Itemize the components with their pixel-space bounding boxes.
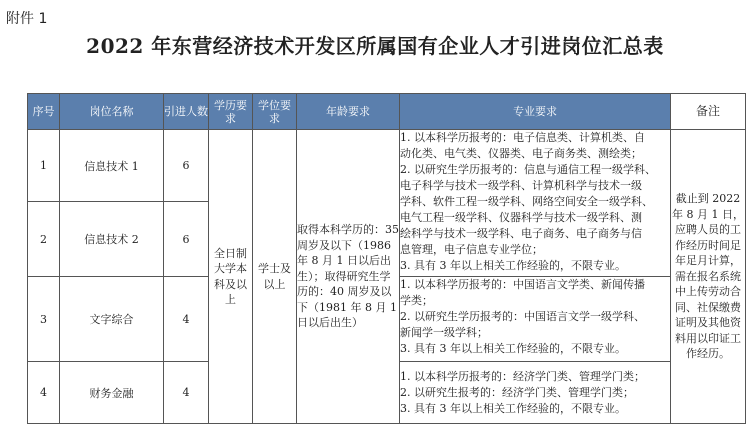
seq-cell: 2 [28,202,60,277]
seq-cell: 4 [28,362,60,424]
count-cell: 6 [164,130,209,202]
header-note: 备注 [671,94,746,130]
seq-cell: 1 [28,130,60,202]
major-cell-finance: 1. 以本科学历报考的：经济学门类、管理学门类； 2. 以研究生报考的：经济学门类、管理学门类； 3. 具有 3 年以上相关工作经验的，不限专业。 [400,362,671,424]
header-count: 引进人数 [164,94,209,130]
header-seq: 序号 [28,94,60,130]
education-cell: 全日制大学本科及以上 [209,130,253,424]
positions-table [27,93,746,424]
position-cell: 信息技术 2 [60,202,164,277]
table-row [28,130,746,202]
major-cell-it: 1. 以本科学历报考的：电子信息类、计算机类、自 动化类、电气类、仪器类、电子商务类、测绘类； 2. 以研究生学历报考的：信息与通信工程一级学科、 电子科学与技术一级学科、计算机科学与技术一级 学科、软件工程一级学科、网络空间安全一级学科、 电气工程一级学科、仪器科学与技术一级学科、测 绘科学与技术一级学科、电子商务、电子商务与信 息管理，电子信息专业学位； 3. 具有 3 年以上相关工作经验的，不限专业。 [400,130,671,277]
count-cell: 4 [164,362,209,424]
age-cell: 取得本科学历的：35 周岁及以下（1986 年 8 月 1 日以后出生）；取得研究生学历的：40 周岁及以下（1981 年 8 月 1 日以后出生） [297,130,400,424]
header-major: 专业要求 [400,94,671,130]
count-cell: 4 [164,277,209,362]
position-cell: 文字综合 [60,277,164,362]
header-age: 年龄要求 [297,94,400,130]
major-cell-writing: 1. 以本科学历报考的：中国语言文学类、新闻传播 学类； 2. 以研究生学历报考的：中国语言文学一级学科、 新闻学一级学科； 3. 具有 3 年以上相关工作经验的，不限专业。 [400,277,671,362]
seq-cell: 3 [28,277,60,362]
header-degree: 学位要求 [253,94,297,130]
header-position: 岗位名称 [60,94,164,130]
page-title: 2022 年东营经济技术开发区所属国有企业人才引进岗位汇总表 [86,34,664,58]
position-cell: 财务金融 [60,362,164,424]
header-education: 学历要求 [209,94,253,130]
degree-cell: 学士及以上 [253,130,297,424]
note-cell: 截止到 2022 年 8 月 1 日，应聘人员的工作经历时间足年足月计算，需在报名系统中上传劳动合同、社保缴费证明及其他资料用以印证工作经历。 [671,130,746,424]
attachment-label: 附件 1 [6,11,48,27]
count-cell: 6 [164,202,209,277]
position-cell: 信息技术 1 [60,130,164,202]
table-header-row [28,94,746,130]
